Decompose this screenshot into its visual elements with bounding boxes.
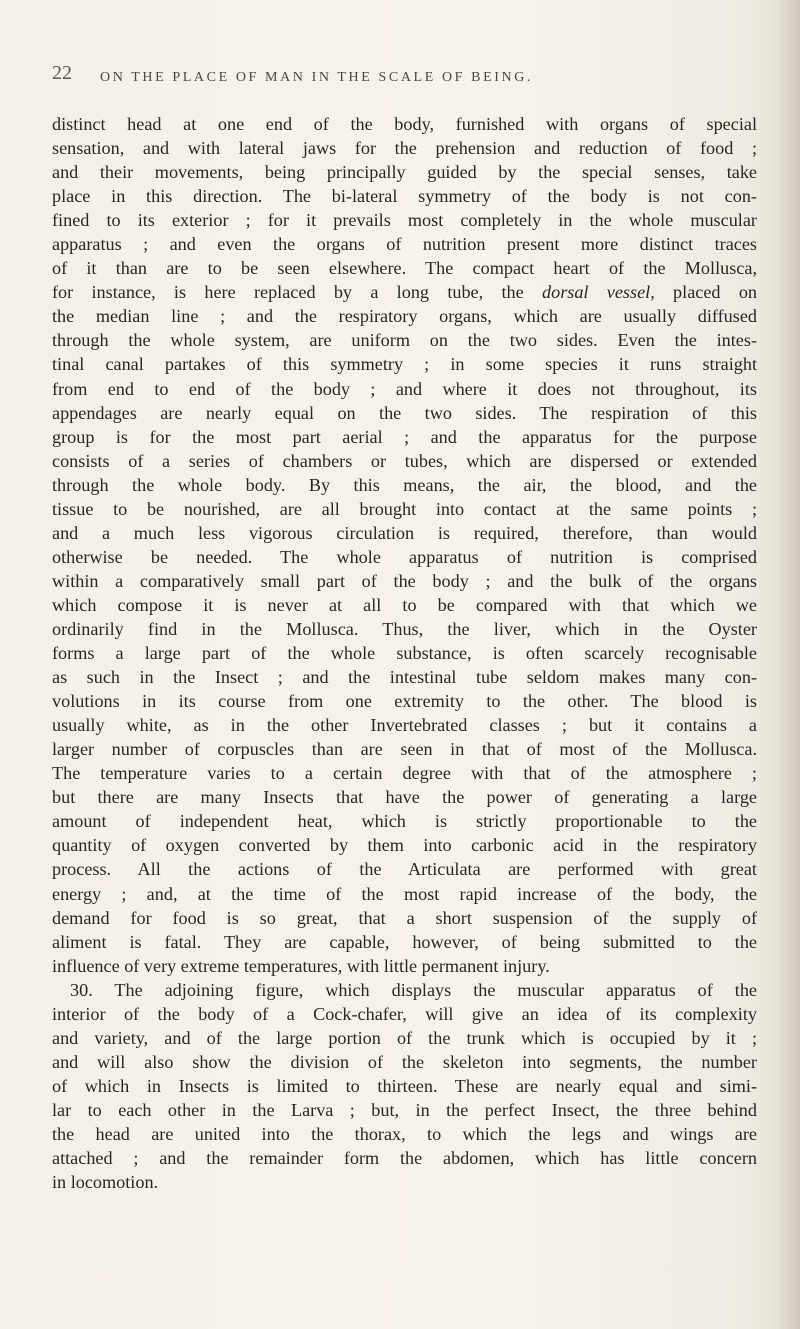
italic-term: dorsal vessel, [542,282,655,303]
text-segment: and will also show the division of the skeleton into segments, the number [52,1051,757,1072]
text-line [52,425,757,449]
text-line [52,978,757,1002]
text-segment: consists of a series of chambers or tubes, which are dispersed or extended [52,450,757,471]
text-line [52,737,757,761]
text-line [52,641,757,665]
text-segment: appendages are nearly equal on the two sides. The respiration of this [52,402,757,423]
text-line [52,208,757,232]
text-line [52,1098,757,1122]
text-segment: but there are many Insects that have the power of generating a large [52,787,757,808]
text-line [52,112,757,136]
text-line [52,184,757,208]
page-number: 22 [52,62,72,84]
page-edge-shadow [772,0,800,1329]
text-segment: The temperature varies to a certain degree with that of the atmosphere ; [52,763,757,784]
text-line [52,785,757,809]
text-segment: forms a large part of the whole substance, is often scarcely recognisable [52,643,757,664]
text-segment: of which in Insects is limited to thirteen. These are nearly equal and simi- [52,1075,757,1096]
text-line [52,545,757,569]
text-segment: group is for the most part aerial ; and the apparatus for the purpose [52,426,757,447]
text-line [52,521,757,545]
text-segment: apparatus ; and even the organs of nutrition present more distinct traces [52,234,757,255]
text-line [52,833,757,857]
text-line [52,280,757,304]
running-head: ON THE PLACE OF MAN IN THE SCALE OF BEING. [100,70,534,85]
text-line [52,569,757,593]
text-line [52,232,757,256]
text-segment: placed on [654,282,757,303]
text-segment: place in this direction. The bi-lateral symmetry of the body is not con- [52,186,757,207]
text-line [52,377,757,401]
text-segment: quantity of oxygen converted by them into carbonic acid in the respiratory [52,835,757,856]
text-segment: influence of very extreme temperatures, with little permanent injury. [52,955,550,976]
text-segment: energy ; and, at the time of the most rapid increase of the body, the [52,883,757,904]
text-segment: otherwise be needed. The whole apparatus of nutrition is comprised [52,546,757,567]
text-segment: attached ; and the remainder form the abdomen, which has little concern [52,1148,757,1169]
text-segment: and their movements, being principally guided by the special senses, take [52,162,757,183]
text-segment: in locomotion. [52,1172,159,1193]
text-line [52,930,757,954]
text-line [52,136,757,160]
text-line [52,449,757,473]
body-text [52,112,757,1194]
text-segment: and a much less vigorous circulation is required, therefore, than would [52,522,757,543]
text-segment: tinal canal partakes of this symmetry ; in some species it runs straight [52,354,757,375]
text-segment: demand for food is so great, that a short suspension of the supply of [52,907,757,928]
text-segment: and variety, and of the large portion of the trunk which is occupied by it ; [52,1027,757,1048]
text-segment: distinct head at one end of the body, furnished with organs of special [52,114,757,134]
text-line [52,1026,757,1050]
text-line [52,713,757,737]
text-segment: for instance, is here replaced by a long tube, the [52,282,542,303]
text-segment: through the whole body. By this means, the air, the blood, and the [52,474,757,495]
text-line [52,1002,757,1026]
text-line [52,352,757,376]
text-segment: larger number of corpuscles than are seen in that of most of the Mollusca. [52,739,757,760]
text-line [52,761,757,785]
text-line [52,1122,757,1146]
text-segment: from end to end of the body ; and where it does not throughout, its [52,378,757,399]
text-segment: fined to its exterior ; for it prevails most completely in the whole muscular [52,210,757,231]
text-segment: aliment is fatal. They are capable, however, of being submitted to the [52,931,757,952]
text-line [52,256,757,280]
text-segment: within a comparatively small part of the body ; and the bulk of the organs [52,570,757,591]
text-segment: which compose it is never at all to be compared with that which we [52,594,757,615]
text-segment: through the whole system, are uniform on the two sides. Even the intes- [52,330,757,351]
text-segment: as such in the Insect ; and the intestinal tube seldom makes many con- [52,667,757,688]
text-line [52,689,757,713]
text-segment: interior of the body of a Cock-chafer, will give an idea of its complexity [52,1003,757,1024]
text-line [52,1050,757,1074]
text-segment: the median line ; and the respiratory organs, which are usually diffused [52,306,757,327]
text-line [52,1170,757,1194]
text-line [52,593,757,617]
text-line [52,954,757,978]
text-segment: of it than are to be seen elsewhere. The compact heart of the Mollusca, [52,258,757,279]
text-line [52,473,757,497]
text-segment: process. All the actions of the Articulata are performed with great [52,859,757,880]
text-segment: tissue to be nourished, are all brought into contact at the same points ; [52,498,757,519]
text-segment: amount of independent heat, which is strictly proportionable to the [52,811,757,832]
text-line [52,497,757,521]
page-header [52,62,752,96]
text-line [52,1074,757,1098]
text-line [52,857,757,881]
text-line [52,1146,757,1170]
text-segment: sensation, and with lateral jaws for the prehension and reduction of food ; [52,138,757,159]
text-segment: ordinarily find in the Mollusca. Thus, the liver, which in the Oyster [52,618,757,639]
text-line [52,665,757,689]
text-line [52,401,757,425]
text-line [52,328,757,352]
text-line [52,160,757,184]
text-line [52,809,757,833]
text-segment: lar to each other in the Larva ; but, in the perfect Insect, the three behind [52,1099,757,1120]
text-segment: 30. The adjoining figure, which displays the muscular apparatus of the [70,979,757,1000]
text-segment: the head are united into the thorax, to which the legs and wings are [52,1123,757,1144]
text-line [52,906,757,930]
text-line [52,304,757,328]
text-segment: usually white, as in the other Invertebrated classes ; but it contains a [52,715,757,736]
text-segment: volutions in its course from one extremity to the other. The blood is [52,691,757,712]
text-line [52,617,757,641]
text-line [52,882,757,906]
